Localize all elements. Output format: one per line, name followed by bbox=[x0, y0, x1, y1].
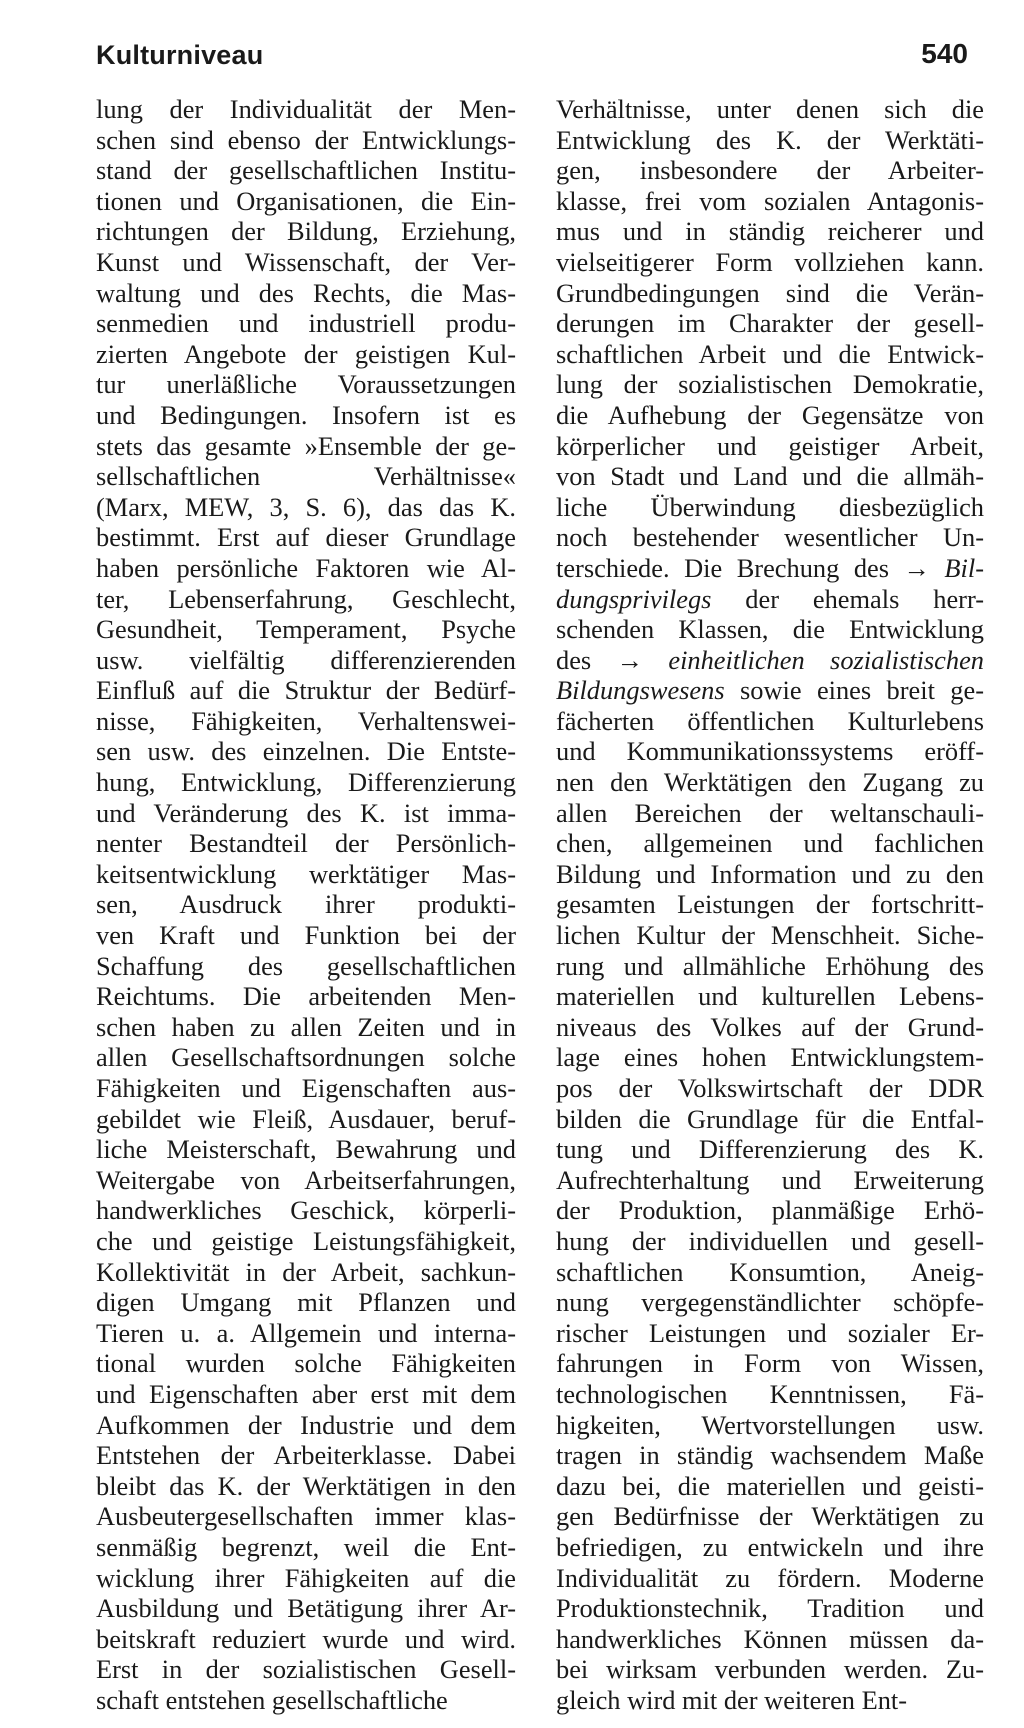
text-line bbox=[556, 461, 984, 492]
text-segment: wicklung ihrer Fähigkeiten auf die bbox=[96, 1562, 516, 1593]
text-line bbox=[96, 614, 516, 645]
text-segment: und Kommunikationssystems eröff- bbox=[556, 736, 984, 767]
text-segment: und Veränderung des K. ist imma- bbox=[96, 797, 516, 828]
text-line bbox=[96, 859, 516, 890]
text-segment: vielseitigerer Form vollziehen kann. bbox=[556, 246, 984, 277]
text-segment: tung und Differenzierung des K. bbox=[556, 1134, 984, 1165]
text-segment: nisse, Fähigkeiten, Verhaltenswei- bbox=[96, 705, 516, 736]
text-line bbox=[556, 645, 984, 676]
text-line bbox=[96, 186, 516, 217]
text-line bbox=[556, 1012, 984, 1043]
text-segment: sowie eines breit ge- bbox=[724, 675, 984, 706]
text-line bbox=[96, 461, 516, 492]
text-line bbox=[556, 553, 984, 584]
text-segment: tional wurden solche Fähigkeiten bbox=[96, 1348, 516, 1379]
text-segment: Ausbeutergesellschaften immer klas- bbox=[96, 1501, 516, 1532]
text-line bbox=[556, 492, 984, 523]
text-segment: Entwicklung des K. der Werktäti- bbox=[556, 124, 984, 155]
text-segment: und Bedingungen. Insofern ist es bbox=[96, 399, 516, 430]
text-line bbox=[96, 1532, 516, 1563]
text-line bbox=[556, 1593, 984, 1624]
text-line bbox=[96, 339, 516, 370]
text-segment: lung der sozialistischen Demokratie, bbox=[556, 369, 984, 400]
text-segment: keitsentwicklung werktätiger Mas- bbox=[96, 858, 516, 889]
text-segment: schenden Klassen, die Entwicklung bbox=[556, 614, 984, 645]
text-line bbox=[96, 675, 516, 706]
text-line bbox=[556, 675, 984, 706]
text-line bbox=[96, 1318, 516, 1349]
text-line bbox=[96, 828, 516, 859]
text-line bbox=[556, 1073, 984, 1104]
text-line bbox=[96, 645, 516, 676]
text-line bbox=[96, 1624, 516, 1655]
text-line bbox=[556, 1042, 984, 1073]
text-segment: Grundbedingungen sind die Verän- bbox=[556, 277, 984, 308]
text-line bbox=[96, 1165, 516, 1196]
text-segment: (Marx, MEW, 3, S. 6), das das K. bbox=[96, 491, 516, 522]
text-segment: usw. vielfältig differenzierenden bbox=[96, 644, 516, 675]
text-segment: der Produktion, planmäßige Erhö- bbox=[556, 1195, 984, 1226]
text-segment: Weitergabe von Arbeitserfahrungen, bbox=[96, 1164, 516, 1195]
text-segment: Schaffung des gesellschaftlichen bbox=[96, 950, 516, 981]
text-segment: Tieren u. a. Allgemein und interna- bbox=[96, 1317, 516, 1348]
text-segment: noch bestehender wesentlicher Un- bbox=[556, 522, 984, 553]
text-segment: Individualität zu fördern. Moderne bbox=[556, 1562, 984, 1593]
text-segment: tur unerläßliche Voraussetzungen bbox=[96, 369, 516, 400]
text-line bbox=[96, 767, 516, 798]
text-segment: gesamten Leistungen der fortschritt- bbox=[556, 889, 984, 920]
text-line bbox=[96, 1257, 516, 1288]
text-segment: dazu bei, die materiellen und geisti- bbox=[556, 1470, 984, 1501]
text-segment: die Aufhebung der Gegensätze von bbox=[556, 399, 984, 430]
cross-reference-term: dungsprivilegs bbox=[556, 583, 712, 614]
text-segment: fächerten öffentlichen Kulturlebens bbox=[556, 705, 984, 736]
text-line bbox=[556, 431, 984, 462]
text-line bbox=[556, 706, 984, 737]
text-segment: sen, Ausdruck ihrer produkti- bbox=[96, 889, 516, 920]
text-segment: sellschaftlichen Verhältnisse« bbox=[96, 461, 516, 492]
text-segment: Ausbildung und Betätigung ihrer Ar- bbox=[96, 1593, 516, 1624]
text-line bbox=[556, 308, 984, 339]
text-line bbox=[556, 1410, 984, 1441]
text-segment: gleich wird mit der weiteren Ent- bbox=[556, 1684, 908, 1715]
text-line bbox=[96, 1287, 516, 1318]
text-line bbox=[556, 1165, 984, 1196]
text-line bbox=[556, 1624, 984, 1655]
text-line bbox=[96, 522, 516, 553]
text-segment: fahrungen in Form von Wissen, bbox=[556, 1348, 984, 1379]
text-segment: che und geistige Leistungsfähigkeit, bbox=[96, 1225, 516, 1256]
text-segment: bestimmt. Erst auf dieser Grundlage bbox=[96, 522, 516, 553]
text-segment: niveaus des Volkes auf der Grund- bbox=[556, 1011, 984, 1042]
text-segment: Erst in der sozialistischen Gesell- bbox=[96, 1654, 516, 1685]
text-segment: gebildet wie Fleiß, Ausdauer, beruf- bbox=[96, 1103, 516, 1134]
text-line bbox=[556, 369, 984, 400]
text-line bbox=[96, 1440, 516, 1471]
text-line bbox=[556, 614, 984, 645]
text-segment: stets das gesamte »Ensemble der ge- bbox=[96, 430, 516, 461]
text-segment: handwerkliches Geschick, körperli- bbox=[96, 1195, 516, 1226]
text-segment: der ehemals herr- bbox=[711, 583, 984, 614]
text-line bbox=[556, 889, 984, 920]
text-line bbox=[96, 1501, 516, 1532]
text-segment: Fähigkeiten und Eigenschaften aus- bbox=[96, 1073, 516, 1103]
text-line bbox=[96, 736, 516, 767]
text-line bbox=[96, 1379, 516, 1410]
text-segment: tragen in ständig wachsendem Maße bbox=[556, 1440, 984, 1471]
text-segment: schen haben zu allen Zeiten und in bbox=[96, 1011, 516, 1042]
text-line bbox=[96, 216, 516, 247]
text-line bbox=[556, 1532, 984, 1563]
text-segment: ven Kraft und Funktion bei der bbox=[96, 920, 516, 951]
text-segment: senmäßig begrenzt, weil die Ent- bbox=[96, 1531, 516, 1562]
text-segment: tionen und Organisationen, die Ein- bbox=[96, 185, 516, 216]
text-segment: Kunst und Wissenschaft, der Ver- bbox=[96, 246, 516, 277]
text-segment: waltung und des Rechts, die Mas- bbox=[96, 277, 516, 308]
text-segment: liche Meisterschaft, Bewahrung und bbox=[96, 1134, 516, 1165]
text-line bbox=[96, 889, 516, 920]
text-line bbox=[556, 94, 984, 125]
text-segment: Kollektivität in der Arbeit, sachkun- bbox=[96, 1256, 516, 1287]
text-line bbox=[96, 951, 516, 982]
text-line bbox=[556, 951, 984, 982]
text-segment: Reichtums. Die arbeitenden Men- bbox=[96, 981, 516, 1012]
text-line bbox=[96, 1471, 516, 1502]
text-line bbox=[556, 1501, 984, 1532]
text-line bbox=[556, 339, 984, 370]
text-segment: Aufkommen der Industrie und dem bbox=[96, 1409, 516, 1440]
text-segment: digen Umgang mit Pflanzen und bbox=[96, 1287, 516, 1318]
text-line bbox=[556, 1195, 984, 1226]
text-line bbox=[556, 584, 984, 615]
text-segment: lichen Kultur der Menschheit. Siche- bbox=[556, 920, 984, 951]
text-line bbox=[556, 1563, 984, 1594]
text-segment: bilden die Grundlage für die Entfal- bbox=[556, 1103, 984, 1134]
text-line bbox=[96, 1410, 516, 1441]
text-line bbox=[556, 859, 984, 890]
text-line bbox=[96, 981, 516, 1012]
text-segment: Bildung und Information und zu den bbox=[556, 858, 984, 889]
text-line bbox=[556, 1471, 984, 1502]
text-segment: stand der gesellschaftlichen Institu- bbox=[96, 155, 516, 186]
text-segment: lage eines hohen Entwicklungstem- bbox=[556, 1042, 984, 1073]
running-head: Kulturniveau bbox=[96, 40, 264, 70]
text-segment: von Stadt und Land und die allmäh- bbox=[556, 461, 984, 492]
text-line bbox=[96, 1226, 516, 1257]
text-line bbox=[96, 920, 516, 951]
text-line bbox=[96, 247, 516, 278]
text-segment: klasse, frei vom sozialen Antagonis- bbox=[556, 185, 984, 216]
text-segment: körperlicher und geistiger Arbeit, bbox=[556, 430, 984, 461]
text-line bbox=[556, 1134, 984, 1165]
text-line bbox=[96, 1012, 516, 1043]
cross-reference-term: einheitlichen sozialistischen bbox=[668, 644, 984, 675]
text-segment: bleibt das K. der Werktätigen in den bbox=[96, 1470, 516, 1501]
text-line bbox=[96, 1348, 516, 1379]
text-segment: Aufrechterhaltung und Erweiterung bbox=[556, 1164, 984, 1195]
text-line bbox=[556, 1318, 984, 1349]
text-line bbox=[556, 1226, 984, 1257]
text-line bbox=[556, 828, 984, 859]
text-segment: Verhältnisse, unter denen sich die bbox=[556, 94, 984, 124]
text-line bbox=[556, 247, 984, 278]
text-line bbox=[96, 1593, 516, 1624]
text-segment: Einfluß auf die Struktur der Bedürf- bbox=[96, 675, 516, 706]
text-segment: schaftlichen Arbeit und die Entwick- bbox=[556, 338, 984, 369]
text-segment: nenter Bestandteil der Persönlich- bbox=[96, 828, 516, 859]
text-line bbox=[556, 216, 984, 247]
text-line bbox=[556, 767, 984, 798]
text-line bbox=[96, 1195, 516, 1226]
text-segment: higkeiten, Wertvorstellungen usw. bbox=[556, 1409, 984, 1440]
cross-reference-term: Bildungswesens bbox=[556, 675, 725, 706]
text-line bbox=[556, 981, 984, 1012]
text-line bbox=[556, 186, 984, 217]
text-line bbox=[96, 400, 516, 431]
text-line bbox=[96, 94, 516, 125]
text-line bbox=[96, 798, 516, 829]
text-line bbox=[556, 1685, 984, 1716]
text-segment: Gesundheit, Temperament, Psyche bbox=[96, 614, 516, 645]
text-line bbox=[556, 1348, 984, 1379]
text-segment: lung der Individualität der Men- bbox=[96, 94, 516, 124]
text-segment: allen Gesellschaftsordnungen solche bbox=[96, 1042, 516, 1073]
text-line bbox=[556, 125, 984, 156]
text-line bbox=[96, 155, 516, 186]
text-segment: Produktionstechnik, Tradition und bbox=[556, 1593, 984, 1624]
text-line bbox=[96, 706, 516, 737]
text-line bbox=[556, 400, 984, 431]
text-line bbox=[96, 1042, 516, 1073]
text-line bbox=[96, 308, 516, 339]
text-segment: terschiede. Die Brechung des → bbox=[556, 552, 945, 583]
text-line bbox=[556, 522, 984, 553]
text-segment: zierten Angebote der geistigen Kul- bbox=[96, 338, 516, 369]
text-segment: sen usw. des einzelnen. Die Entste- bbox=[96, 736, 516, 767]
left-text-column bbox=[96, 94, 516, 1715]
text-segment: richtungen der Bildung, Erziehung, bbox=[96, 216, 516, 247]
text-line bbox=[96, 553, 516, 584]
text-segment: gen, insbesondere der Arbeiter- bbox=[556, 155, 984, 186]
text-segment: schaftlichen Konsumtion, Aneig- bbox=[556, 1256, 984, 1287]
text-segment: handwerkliches Können müssen da- bbox=[556, 1623, 984, 1654]
text-line bbox=[556, 278, 984, 309]
cross-reference-term: Bil- bbox=[944, 552, 984, 583]
text-segment: allen Bereichen der weltanschauli- bbox=[556, 797, 984, 828]
text-line bbox=[556, 920, 984, 951]
page-number: 540 bbox=[921, 38, 968, 69]
text-segment: haben persönliche Faktoren wie Al- bbox=[96, 552, 516, 583]
text-segment: chen, allgemeinen und fachlichen bbox=[556, 828, 984, 859]
text-line bbox=[556, 1287, 984, 1318]
text-segment: nen den Werktätigen den Zugang zu bbox=[556, 767, 984, 798]
right-text-column bbox=[556, 94, 984, 1715]
text-line bbox=[96, 492, 516, 523]
text-line bbox=[556, 1654, 984, 1685]
text-segment: rischer Leistungen und sozialer Er- bbox=[556, 1317, 984, 1348]
text-segment: bei wirksam verbunden werden. Zu- bbox=[556, 1654, 984, 1685]
text-segment: Entstehen der Arbeiterklasse. Dabei bbox=[96, 1440, 516, 1471]
text-line bbox=[556, 736, 984, 767]
text-segment: senmedien und industriell produ- bbox=[96, 308, 516, 339]
text-line bbox=[96, 584, 516, 615]
text-segment: nung vergegenständlichter schöpfe- bbox=[556, 1287, 984, 1318]
text-line bbox=[556, 1104, 984, 1135]
text-segment: derungen im Charakter der gesell- bbox=[556, 308, 984, 339]
text-segment: beitskraft reduziert wurde und wird. bbox=[96, 1623, 516, 1654]
text-segment: liche Überwindung diesbezüglich bbox=[556, 491, 984, 522]
text-segment: pos der Volkswirtschaft der DDR bbox=[556, 1073, 984, 1103]
text-segment: schaft entstehen gesellschaftliche bbox=[96, 1684, 448, 1715]
text-line bbox=[96, 369, 516, 400]
text-line bbox=[96, 1685, 516, 1716]
text-line bbox=[556, 155, 984, 186]
text-segment: des → bbox=[556, 644, 669, 675]
text-segment: technologischen Kenntnissen, Fä- bbox=[556, 1378, 984, 1409]
text-segment: hung, Entwicklung, Differenzierung bbox=[96, 767, 516, 798]
text-segment: materiellen und kulturellen Lebens- bbox=[556, 981, 984, 1012]
text-line bbox=[96, 1563, 516, 1594]
text-line bbox=[96, 431, 516, 462]
text-segment: rung und allmähliche Erhöhung des bbox=[556, 950, 984, 981]
text-line bbox=[96, 1654, 516, 1685]
text-line bbox=[96, 278, 516, 309]
text-line bbox=[96, 1134, 516, 1165]
text-segment: und Eigenschaften aber erst mit dem bbox=[96, 1378, 516, 1409]
text-segment: ter, Lebenserfahrung, Geschlecht, bbox=[96, 583, 516, 614]
text-segment: hung der individuellen und gesell- bbox=[556, 1225, 984, 1256]
text-line bbox=[556, 798, 984, 829]
text-segment: schen sind ebenso der Entwicklungs- bbox=[96, 124, 516, 155]
text-segment: gen Bedürfnisse der Werktätigen zu bbox=[556, 1501, 984, 1532]
text-line bbox=[96, 125, 516, 156]
text-line bbox=[556, 1440, 984, 1471]
text-segment: mus und in ständig reicherer und bbox=[556, 216, 984, 247]
text-segment: befriedigen, zu entwickeln und ihre bbox=[556, 1531, 984, 1562]
text-line bbox=[556, 1379, 984, 1410]
text-line bbox=[96, 1104, 516, 1135]
text-line bbox=[96, 1073, 516, 1104]
text-line bbox=[556, 1257, 984, 1288]
